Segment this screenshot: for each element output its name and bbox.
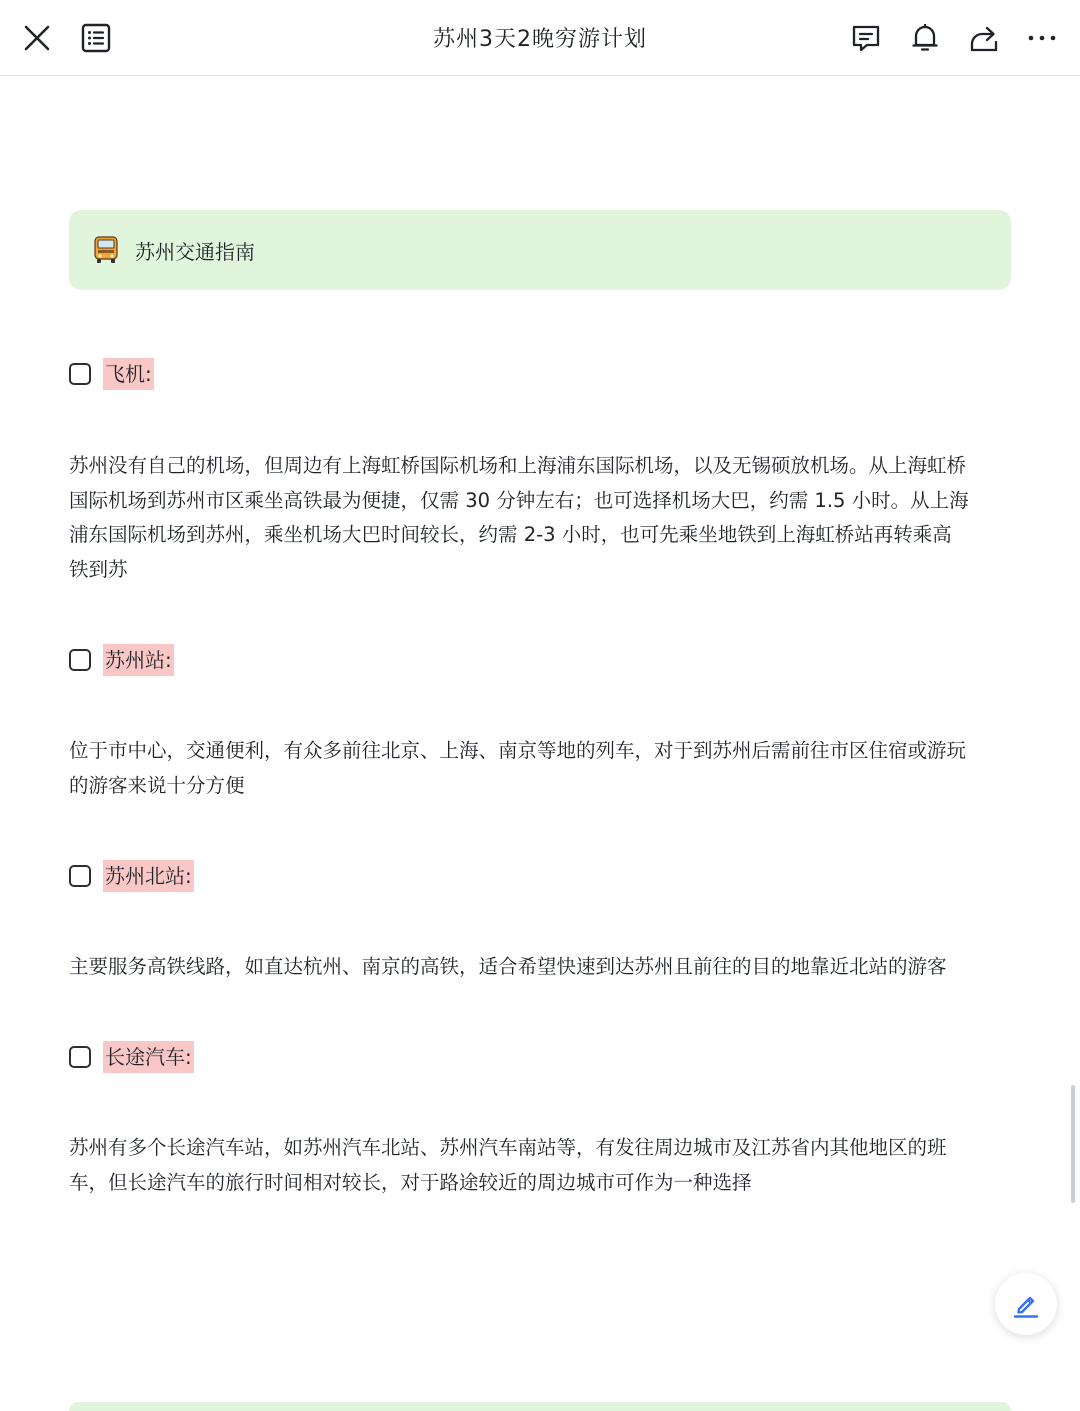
todo-label: 苏州北站: [103,860,194,892]
todo-checkbox[interactable] [69,1046,91,1068]
page-title: 苏州3天2晚穷游计划 [433,27,647,52]
todo-label: 长途汽车: [103,1041,194,1073]
paragraph-long-distance-bus [69,1131,1013,1200]
todo-item-suzhou-station [69,644,174,676]
close-icon [22,23,52,53]
share-icon [968,22,1000,54]
text-line: 浦东国际机场到苏州，乘坐机场大巴时间较长，约需 2-3 小时，也可先乘坐地铁到上海虹桥站再转乘高 [69,523,952,546]
outline-button[interactable] [70,12,122,64]
text-line: 苏州有多个长途汽车站，如苏州汽车北站、苏州汽车南站等，有发往周边城市及江苏省内其他地区的班 [69,1136,947,1159]
text-line: 苏州没有自己的机场，但周边有上海虹桥国际机场和上海浦东国际机场，以及无锡硕放机场。从上海虹桥 [69,454,967,477]
close-button[interactable] [11,12,63,64]
text-line: 铁到苏 [69,557,128,581]
text-line: 的游客来说十分方便 [69,773,245,797]
paragraph-plane [69,449,1013,587]
callout-title: 苏州交通指南 [135,239,255,264]
notification-button[interactable] [899,12,951,64]
outline-icon [80,22,112,54]
bell-icon [909,22,941,54]
edit-icon [1010,1288,1042,1320]
more-icon [1026,22,1058,54]
paragraph-suzhou-station [69,734,1013,803]
text-line: 位于市中心，交通便利，有众多前往北京、上海、南京等地的列车，对于到苏州后需前往市区住宿或游玩 [69,739,967,762]
todo-item-long-distance-bus [69,1041,194,1073]
todo-checkbox[interactable] [69,649,91,671]
todo-item-plane [69,358,154,390]
todo-checkbox[interactable] [69,363,91,385]
top-bar [0,0,1080,76]
scrollbar-thumb[interactable] [1071,1085,1075,1203]
more-button[interactable] [1016,12,1068,64]
share-button[interactable] [958,12,1010,64]
todo-item-suzhou-north-station [69,860,194,892]
todo-label: 苏州站: [103,644,174,676]
text-line: 车，但长途汽车的旅行时间相对较长，对于路途较近的周边城市可作为一种选择 [69,1170,752,1194]
callout-block[interactable] [69,210,1011,290]
text-line: 国际机场到苏州市区乘坐高铁最为便捷，仅需 30 分钟左右；也可选择机场大巴，约需 1.5 小时。从上海 [69,488,969,512]
todo-checkbox[interactable] [69,865,91,887]
paragraph-suzhou-north-station [69,950,1013,985]
next-callout-block [69,1402,1011,1411]
comment-icon [850,22,882,54]
edit-button[interactable] [995,1273,1057,1335]
text-line: 主要服务高铁线路，如直达杭州、南京的高铁，适合希望快速到达苏州且前往的目的地靠近北站的游客 [69,955,947,978]
todo-label: 飞机: [103,358,154,390]
bus-icon [91,235,121,265]
comment-button[interactable] [840,12,892,64]
